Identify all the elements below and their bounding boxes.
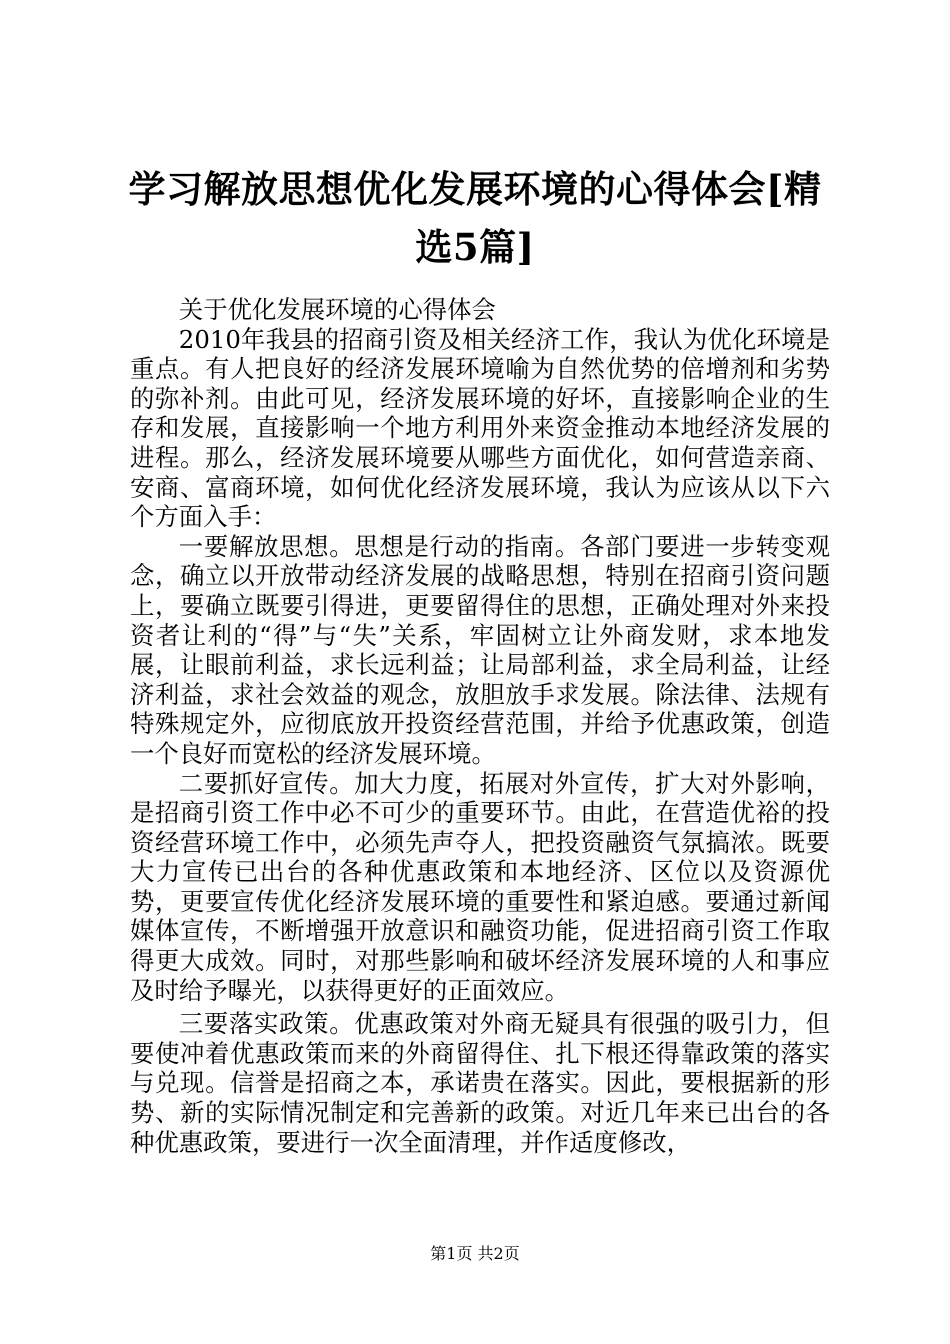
paragraph-point-2: 二要抓好宣传。加大力度，拓展对外宣传，扩大对外影响，是招商引资工作中必不可少的重要环节。由此，在营造优裕的投资经营环境工作中，必须先声夺人，把投资融资气氛搞浓。既要大力宣传已出台的各种优惠政策和本地经济、区位以及资源优势，更要宣传优化经济发展环境的重要性和紧迫感。要通过新闻媒体宣传，不断增强开放意识和融资功能，促进招商引资工作取得更大成效。同时，对那些影响和破坏经济发展环境的人和事应及时给予曝光，以获得更好的正面效应。 (130, 768, 830, 1005)
paragraph-intro: 2010年我县的招商引资及相关经济工作，我认为优化环境是重点。有人把良好的经济发展环境喻为自然优势的倍增剂和劣势的弥补剂。由此可见，经济发展环境的好坏，直接影响企业的生存和发展，直接影响一个地方利用外来资金推动本地经济发展的进程。那么，经济发展环境要从哪些方面优化，如何营造亲商、安商、富商环境，如何优化经济发展环境，我认为应该从以下六个方面入手： (130, 324, 830, 532)
document-body (130, 295, 830, 1157)
paragraph-subtitle: 关于优化发展环境的心得体会 (178, 295, 496, 324)
paragraph-point-1: 一要解放思想。思想是行动的指南。各部门要进一步转变观念，确立以开放带动经济发展的战略思想，特别在招商引资问题上，要确立既要引得进，更要留得住的思想，正确处理对外来投资者让利的“得”与“失”关系，牢固树立让外商发财，求本地发展，让眼前利益，求长远利益；让局部利益，求全局利益，让经济利益，求社会效益的观念，放胆放手求发展。除法律、法规有特殊规定外，应彻底放开投资经营范围，并给予优惠政策，创造一个良好而宽松的经济发展环境。 (130, 531, 830, 768)
document-title: 学习解放思想优化发展环境的心得体会[精选5篇] (128, 167, 822, 269)
page-number-footer: 第1页 共2页 (430, 1244, 520, 1263)
paragraph-point-3: 三要落实政策。优惠政策对外商无疑具有很强的吸引力，但要使冲着优惠政策而来的外商留得住、扎下根还得靠政策的落实与兑现。信誉是招商之本，承诺贵在落实。因此，要根据新的形势、新的实际情况制定和完善新的政策。对近几年来已出台的各种优惠政策，要进行一次全面清理，并作适度修改， (130, 1009, 830, 1157)
